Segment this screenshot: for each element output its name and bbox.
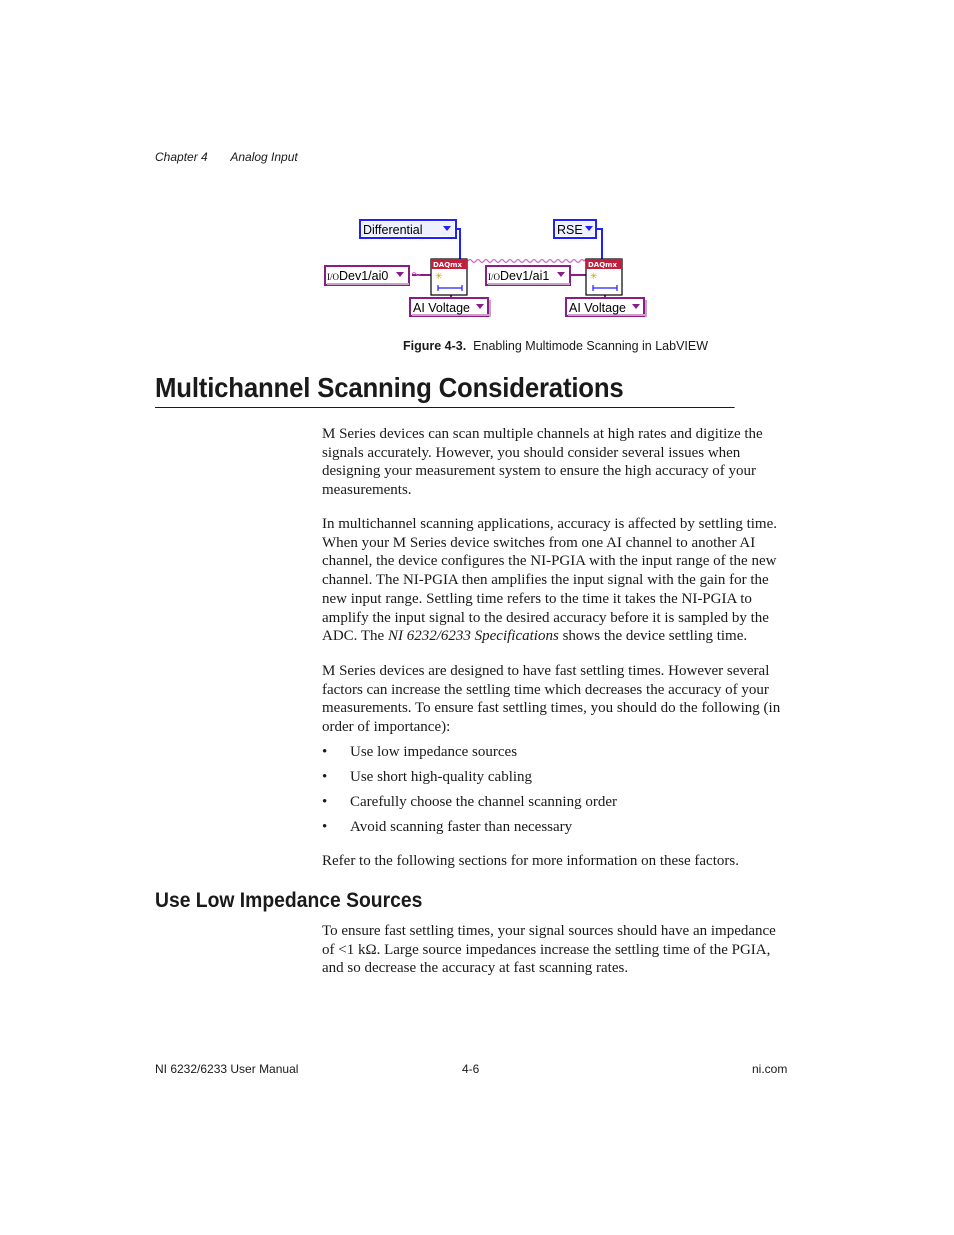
- daqmx-node-label: DAQmx: [588, 261, 617, 269]
- mode-label-right: RSE: [557, 223, 583, 237]
- footer-website: ni.com: [752, 1062, 788, 1076]
- daqmx-create-channel-node-left[interactable]: [431, 259, 467, 295]
- paragraph-refer: Refer to the following sections for more information on these factors.: [322, 853, 739, 869]
- type-label-left: AI Voltage: [413, 301, 470, 315]
- chapter-title: Analog Input: [230, 150, 298, 164]
- figure-caption-text: Enabling Multimode Scanning in LabVIEW: [473, 339, 709, 353]
- io-icon: I/O: [327, 272, 339, 282]
- channel-control-left[interactable]: [325, 266, 409, 285]
- list-item-text: Use low impedance sources: [350, 744, 518, 760]
- task-wire: [468, 260, 588, 263]
- bullet: •: [322, 819, 328, 835]
- list-item-text: Carefully choose the channel scanning order: [350, 794, 617, 810]
- io-icon: I/O: [488, 272, 500, 282]
- bullet: •: [322, 744, 328, 760]
- list-item: [322, 768, 786, 793]
- daqmx-node-label: DAQmx: [433, 261, 462, 269]
- paragraph-text: In multichannel scanning applications, accuracy is affected by settling time. When your M Series device switches from one AI channel to another AI channel, the device configures the NI-PGIA with the input range of the new channel. The NI-PGIA then amplifies the input signal with the gain for the new input range. Settling time refers to the time it takes the NI-PGIA to amplify the input signal to the desired accuracy before it is sampled by the ADC. The: [322, 516, 777, 645]
- list-item: [322, 818, 786, 843]
- specifications-reference: NI 6232/6233 Specifications: [387, 628, 559, 645]
- channel-control-right[interactable]: [486, 266, 570, 285]
- mode-constant-right[interactable]: [554, 220, 596, 238]
- channel-label-right: Dev1/ai1: [500, 269, 550, 283]
- bullet: •: [322, 794, 328, 810]
- footer-manual-title: NI 6232/6233 User Manual: [155, 1062, 299, 1076]
- paragraph-settling-time: [322, 515, 786, 646]
- spark-icon: ✳: [590, 272, 598, 282]
- daqmx-create-channel-node-right[interactable]: [586, 259, 622, 295]
- paragraph-intro: M Series devices can scan multiple channels at high rates and digitize the signals accurately. However, you should consider several issues when designing your measurement system to ensure the high accuracy of your measurements.: [322, 426, 763, 499]
- paragraph-text: shows the device settling time.: [558, 628, 748, 645]
- bullet-list: [322, 743, 786, 843]
- paragraph-impedance: To ensure fast settling times, your signal sources should have an impedance of <1 kΩ. Large source impedances increase the settling time of the PGIA, and so decrease the accuracy at fast scanning rates.: [322, 923, 776, 977]
- subsection-heading: Use Low Impedance Sources: [155, 889, 423, 912]
- chapter-label: Chapter 4: [155, 150, 208, 164]
- spark-icon: ✳: [435, 272, 443, 282]
- bullet: •: [322, 769, 328, 785]
- labview-diagram: [320, 212, 660, 328]
- list-item-text: Avoid scanning faster than necessary: [350, 819, 573, 835]
- running-head: [155, 150, 298, 164]
- paragraph-fast-settling: M Series devices are designed to have fast settling times. However several factors can increase the settling time which decreases the accuracy of your measurements. To ensure fast settling times, you should do the following (in order of importance):: [322, 663, 781, 736]
- mode-constant-left[interactable]: [360, 220, 456, 238]
- mode-wire-right: [597, 229, 602, 260]
- list-item-text: Use short high-quality cabling: [350, 769, 533, 785]
- figure-label: Figure 4-3.: [403, 339, 467, 353]
- footer-page-number: 4-6: [462, 1062, 480, 1076]
- list-item: [322, 793, 786, 818]
- block-diagram-svg: [320, 212, 660, 328]
- mode-label-left: Differential: [363, 223, 423, 237]
- type-selector-right[interactable]: [566, 298, 646, 317]
- type-selector-left[interactable]: [410, 298, 490, 317]
- section-heading: Multichannel Scanning Considerations: [155, 372, 735, 408]
- figure-caption: [403, 339, 708, 353]
- type-label-right: AI Voltage: [569, 301, 626, 315]
- channel-label-left: Dev1/ai0: [339, 269, 389, 283]
- list-item: [322, 743, 786, 768]
